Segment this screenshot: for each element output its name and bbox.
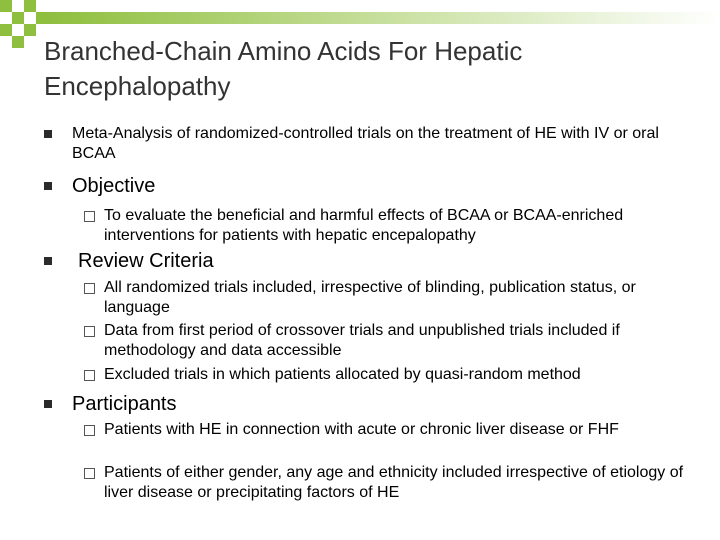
sub-bullet-text: Patients with HE in connection with acute or chronic liver disease or FHF (104, 421, 619, 438)
corner-checker-decoration (0, 0, 48, 48)
slide-title (44, 34, 684, 104)
sub-bullet-text: Data from first period of crossover trials and unpublished trials included if methodology and data accessible (104, 322, 620, 359)
hollow-square-bullet-icon (84, 283, 95, 294)
hollow-square-bullet-icon (84, 425, 95, 436)
bullet-text: Objective (72, 175, 156, 197)
sub-bullet-text: To evaluate the beneficial and harmful effects of BCAA or BCAA-enriched interventions for patients with hepatic encepalopathy (104, 207, 624, 244)
bullet-text: Review Criteria (78, 250, 214, 272)
sub-bullet-text: Excluded trials in which patients allocated by quasi-random method (104, 366, 581, 383)
hollow-square-bullet-icon (84, 326, 95, 337)
bullet-text: Meta-Analysis of randomized-controlled trials on the treatment of HE with IV or oral BCAA (72, 125, 659, 162)
square-bullet-icon (44, 182, 52, 190)
top-gradient-bar (48, 12, 720, 24)
bullet-text: Participants (72, 393, 177, 415)
hollow-square-bullet-icon (84, 370, 95, 381)
sub-bullet-text: Patients of either gender, any age and ethnicity included irrespective of etiology of liver disease or precipitating factors of HE (104, 464, 684, 501)
slide-title-line2: Encephalopathy (44, 71, 231, 101)
square-bullet-icon (44, 130, 52, 138)
sub-bullet-text: All randomized trials included, irrespective of blinding, publication status, or language (104, 279, 636, 316)
square-bullet-icon (44, 400, 52, 408)
slide-title-line1: Branched-Chain Amino Acids For Hepatic (44, 36, 523, 66)
hollow-square-bullet-icon (84, 468, 95, 479)
hollow-square-bullet-icon (84, 211, 95, 222)
square-bullet-icon (44, 257, 52, 265)
